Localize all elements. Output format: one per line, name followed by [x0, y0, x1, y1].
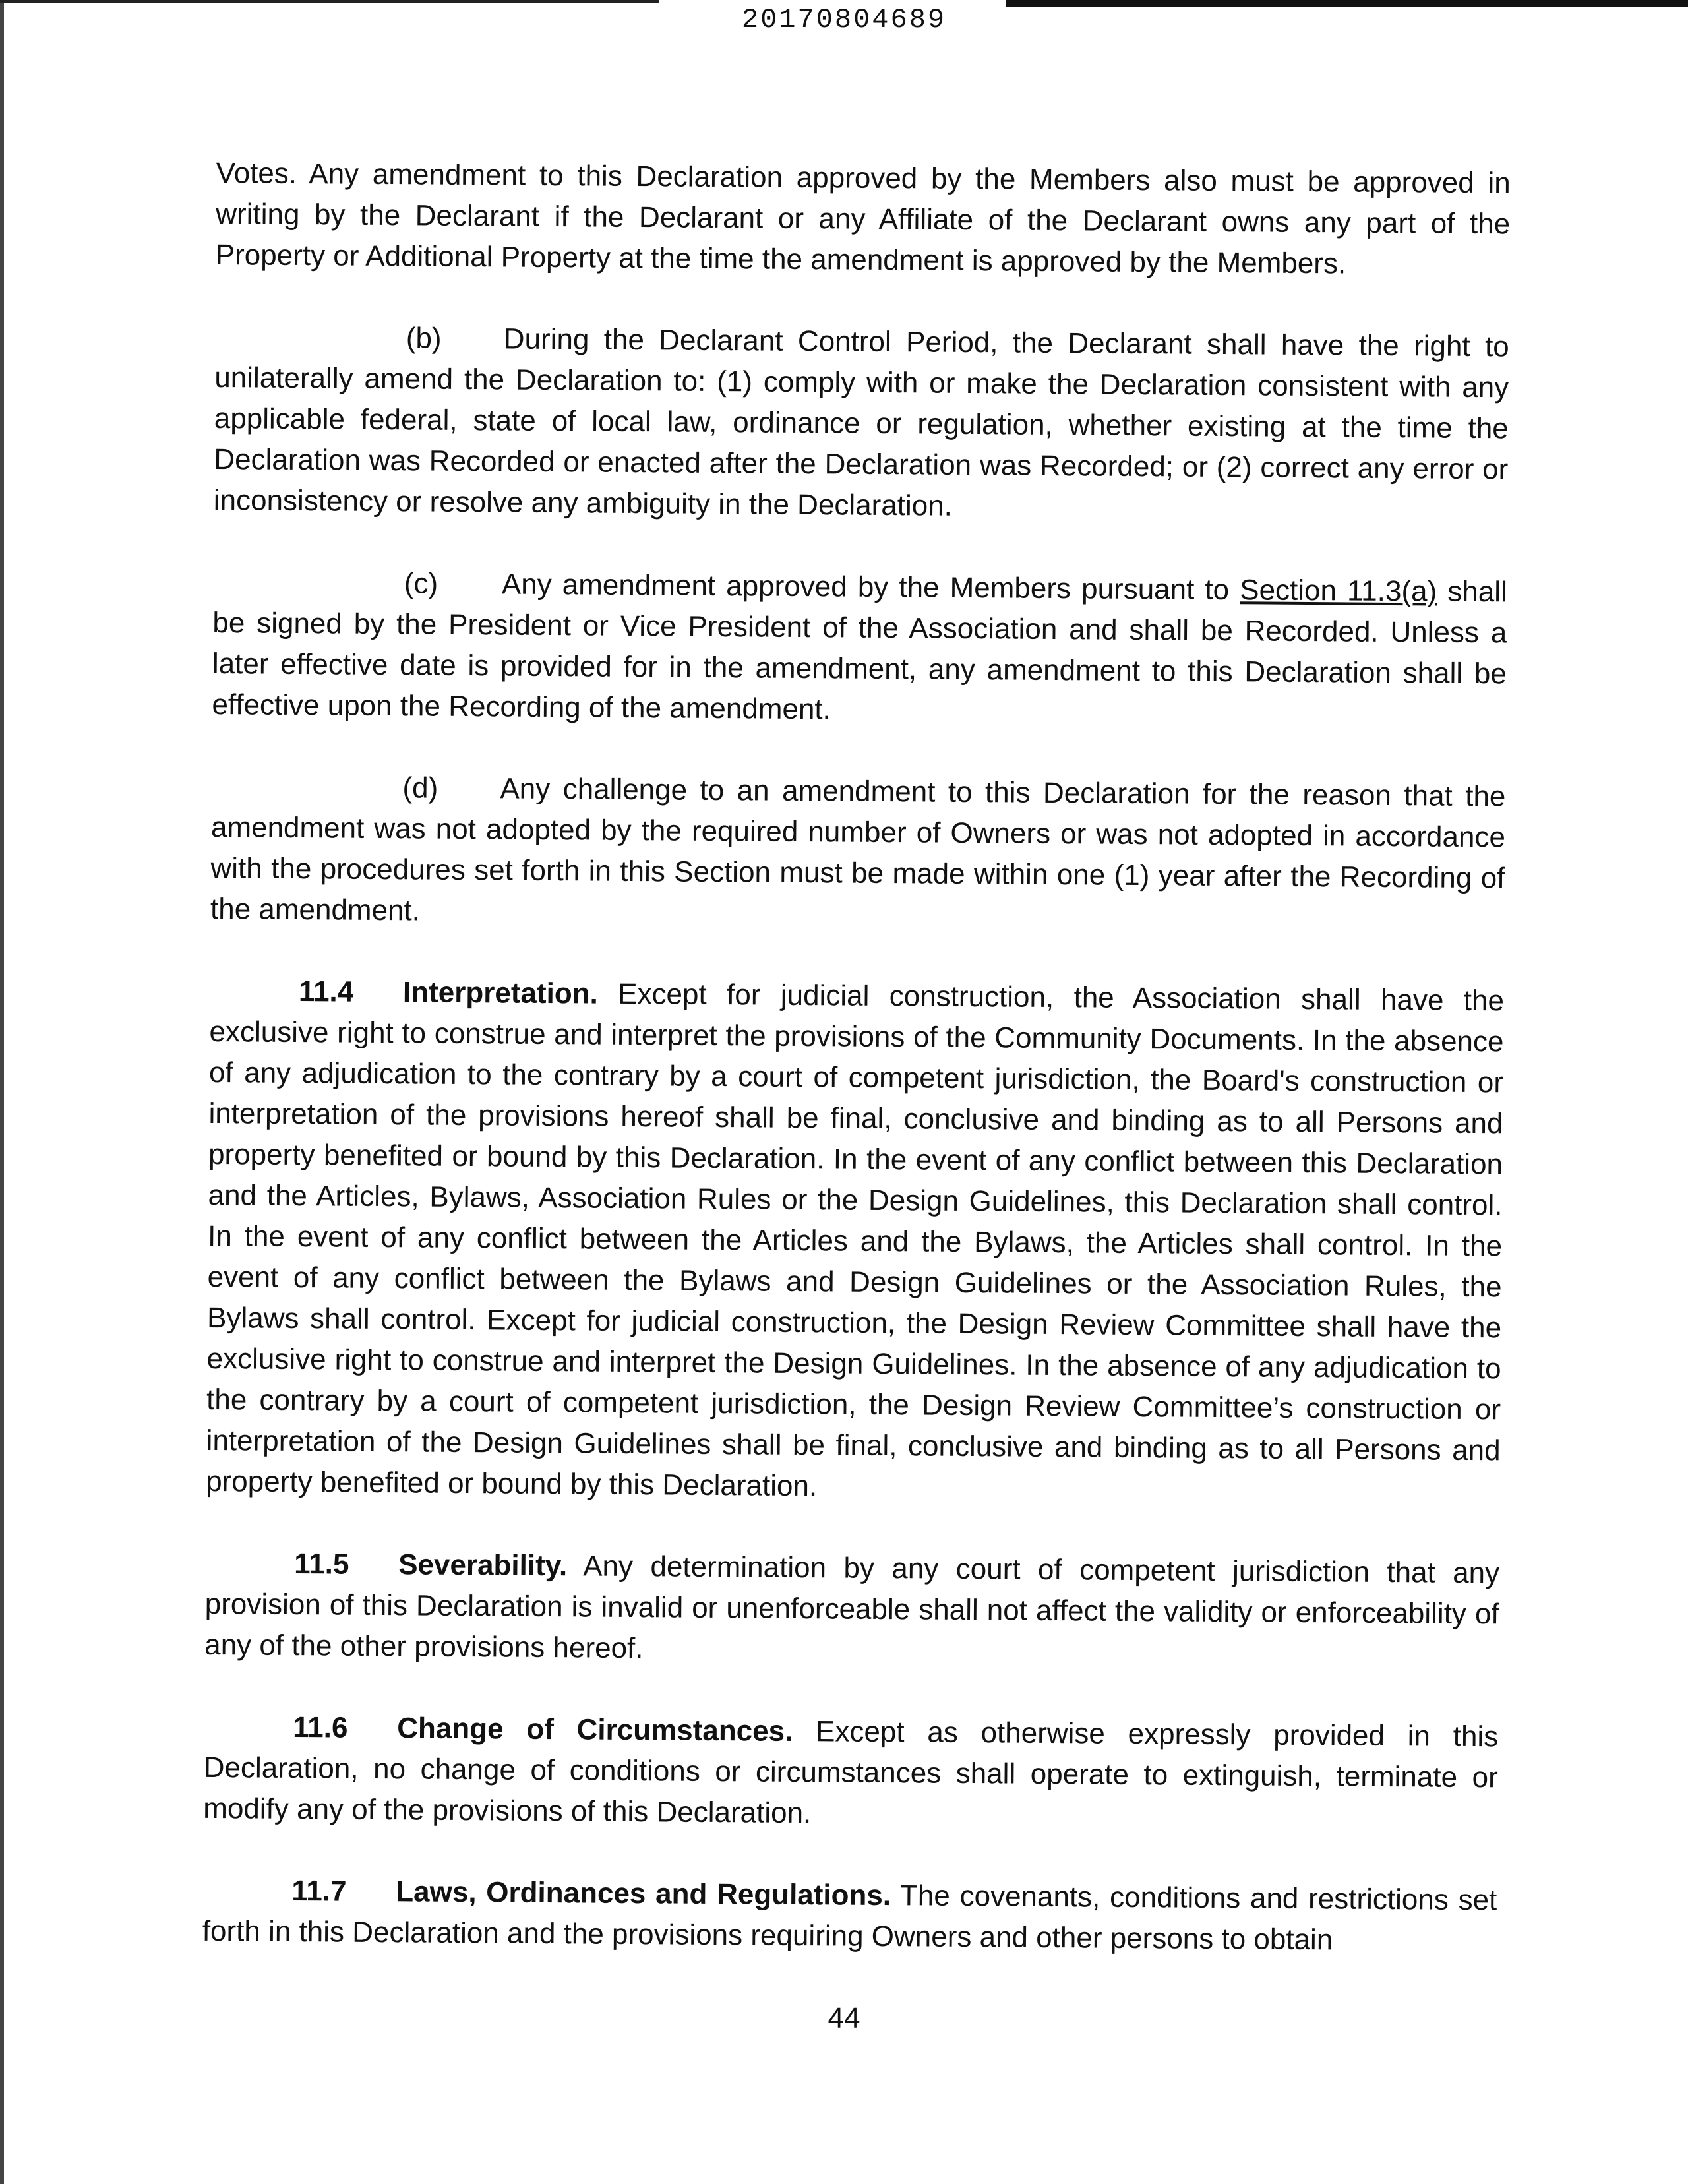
paragraph-votes — [216, 153, 1511, 286]
section-text: Any determination by any court of competent jurisdiction that any provision of this Declaration is invalid or unenforceable shall not affect the validity or enforceability of any of the other provisions hereof. — [204, 1550, 1500, 1665]
paragraph-b — [214, 317, 1509, 531]
section-reference-link[interactable]: Section 11.3(a) — [1240, 574, 1437, 608]
scan-left-edge — [0, 0, 4, 2184]
section-text: Except as otherwise expressly provided in this Declaration, no change of conditions or circumstances shall operate to extinguish, terminate or modify any of the provisions of this Declaration. — [203, 1715, 1499, 1830]
section-11-5 — [204, 1543, 1499, 1676]
section-number: 11.6 — [293, 1711, 348, 1744]
section-number: 11.5 — [294, 1547, 349, 1581]
paragraph-text: During the Declarant Control Period, the Declarant shall have the right to unilaterally amend the Declaration to: (1) comply with or make the Declaration consistent with any applicable federal, state of local law, ordinance or regulation, whether existing at the time the Declaration was Recorded or enacted after the Declaration was Recorded; or (2) correct any error or inconsistency or resolve any ambiguity in the Declaration. — [213, 322, 1509, 522]
paragraph-label: (d) — [402, 772, 438, 804]
top-rule-left — [0, 0, 659, 3]
paragraph-label: (b) — [406, 322, 442, 355]
paragraph-d — [210, 766, 1506, 940]
section-number: 11.4 — [298, 975, 354, 1008]
paragraph-text-continued: shall be signed by the President or Vice President of the Association and shall be Recorded. Unless a later effective date is provided for in the amendment, any amendment to this Declaration shall be effective upon the Recording of the amendment. — [212, 575, 1508, 726]
paragraph-text: Votes. Any amendment to this Declaration approved by the Members also must be approved in writing by the Declarant if the Declarant or any Affiliate of the Declarant owns any part of the Property or Additional Property at the time the amendment is approved by the Members. — [215, 156, 1511, 280]
page-number: 44 — [828, 2002, 860, 2034]
section-text: Except for judicial construction, the Association shall have the exclusive right to construe and interpret the provisions of the Community Documents. In the absence of any adjudication to the contrary by a court of competent jurisdiction, the Board's construction or interpretation of the provisions hereof shall be final, conclusive and binding as to all Persons and property benefited or bound by this Declaration. In the event of any conflict between this Declaration and the Articles, Bylaws, Association Rules or the Design Guidelines, this Declaration shall control. In the event of any conflict between the Articles and the Bylaws, the Articles shall control. In the event of any conflict between the Bylaws and Design Guidelines or the Association Rules, the Bylaws shall control. Except for judicial construction, the Design Review Committee shall have the exclusive right to construe and interpret the Design Guidelines. In the absence of any adjudication to the contrary by a court of competent jurisdiction, the Design Review Committee’s construction or interpretation of the Design Guidelines shall be final, conclusive and binding as to all Persons and property benefited or bound by this Declaration. — [205, 977, 1505, 1503]
section-11-7 — [202, 1870, 1497, 1962]
paragraph-text: Any amendment approved by the Members pursuant to — [501, 568, 1230, 607]
paragraph-text: Any challenge to an amendment to this Declaration for the reason that the amendment was not adopted by the required number of Owners or was not adopted in accordance with the procedures set forth in this Section must be made within one (1) year after the Recording of the amendment. — [210, 772, 1506, 927]
section-11-6 — [203, 1707, 1498, 1839]
section-text: The covenants, conditions and restrictions set forth in this Declaration and the provisions requiring Owners and other persons to obtain — [202, 1879, 1497, 1957]
document-number: 20170804689 — [741, 4, 947, 36]
section-number: 11.7 — [291, 1874, 347, 1908]
section-title: Interpretation. — [402, 976, 598, 1010]
section-title: Change of Circumstances. — [397, 1712, 793, 1747]
page-body — [202, 153, 1511, 2003]
paragraph-label: (c) — [404, 567, 438, 600]
section-title: Severability. — [398, 1548, 568, 1583]
section-11-4 — [206, 971, 1504, 1512]
section-title: Laws, Ordinances and Regulations. — [396, 1875, 891, 1912]
paragraph-c — [212, 562, 1507, 735]
